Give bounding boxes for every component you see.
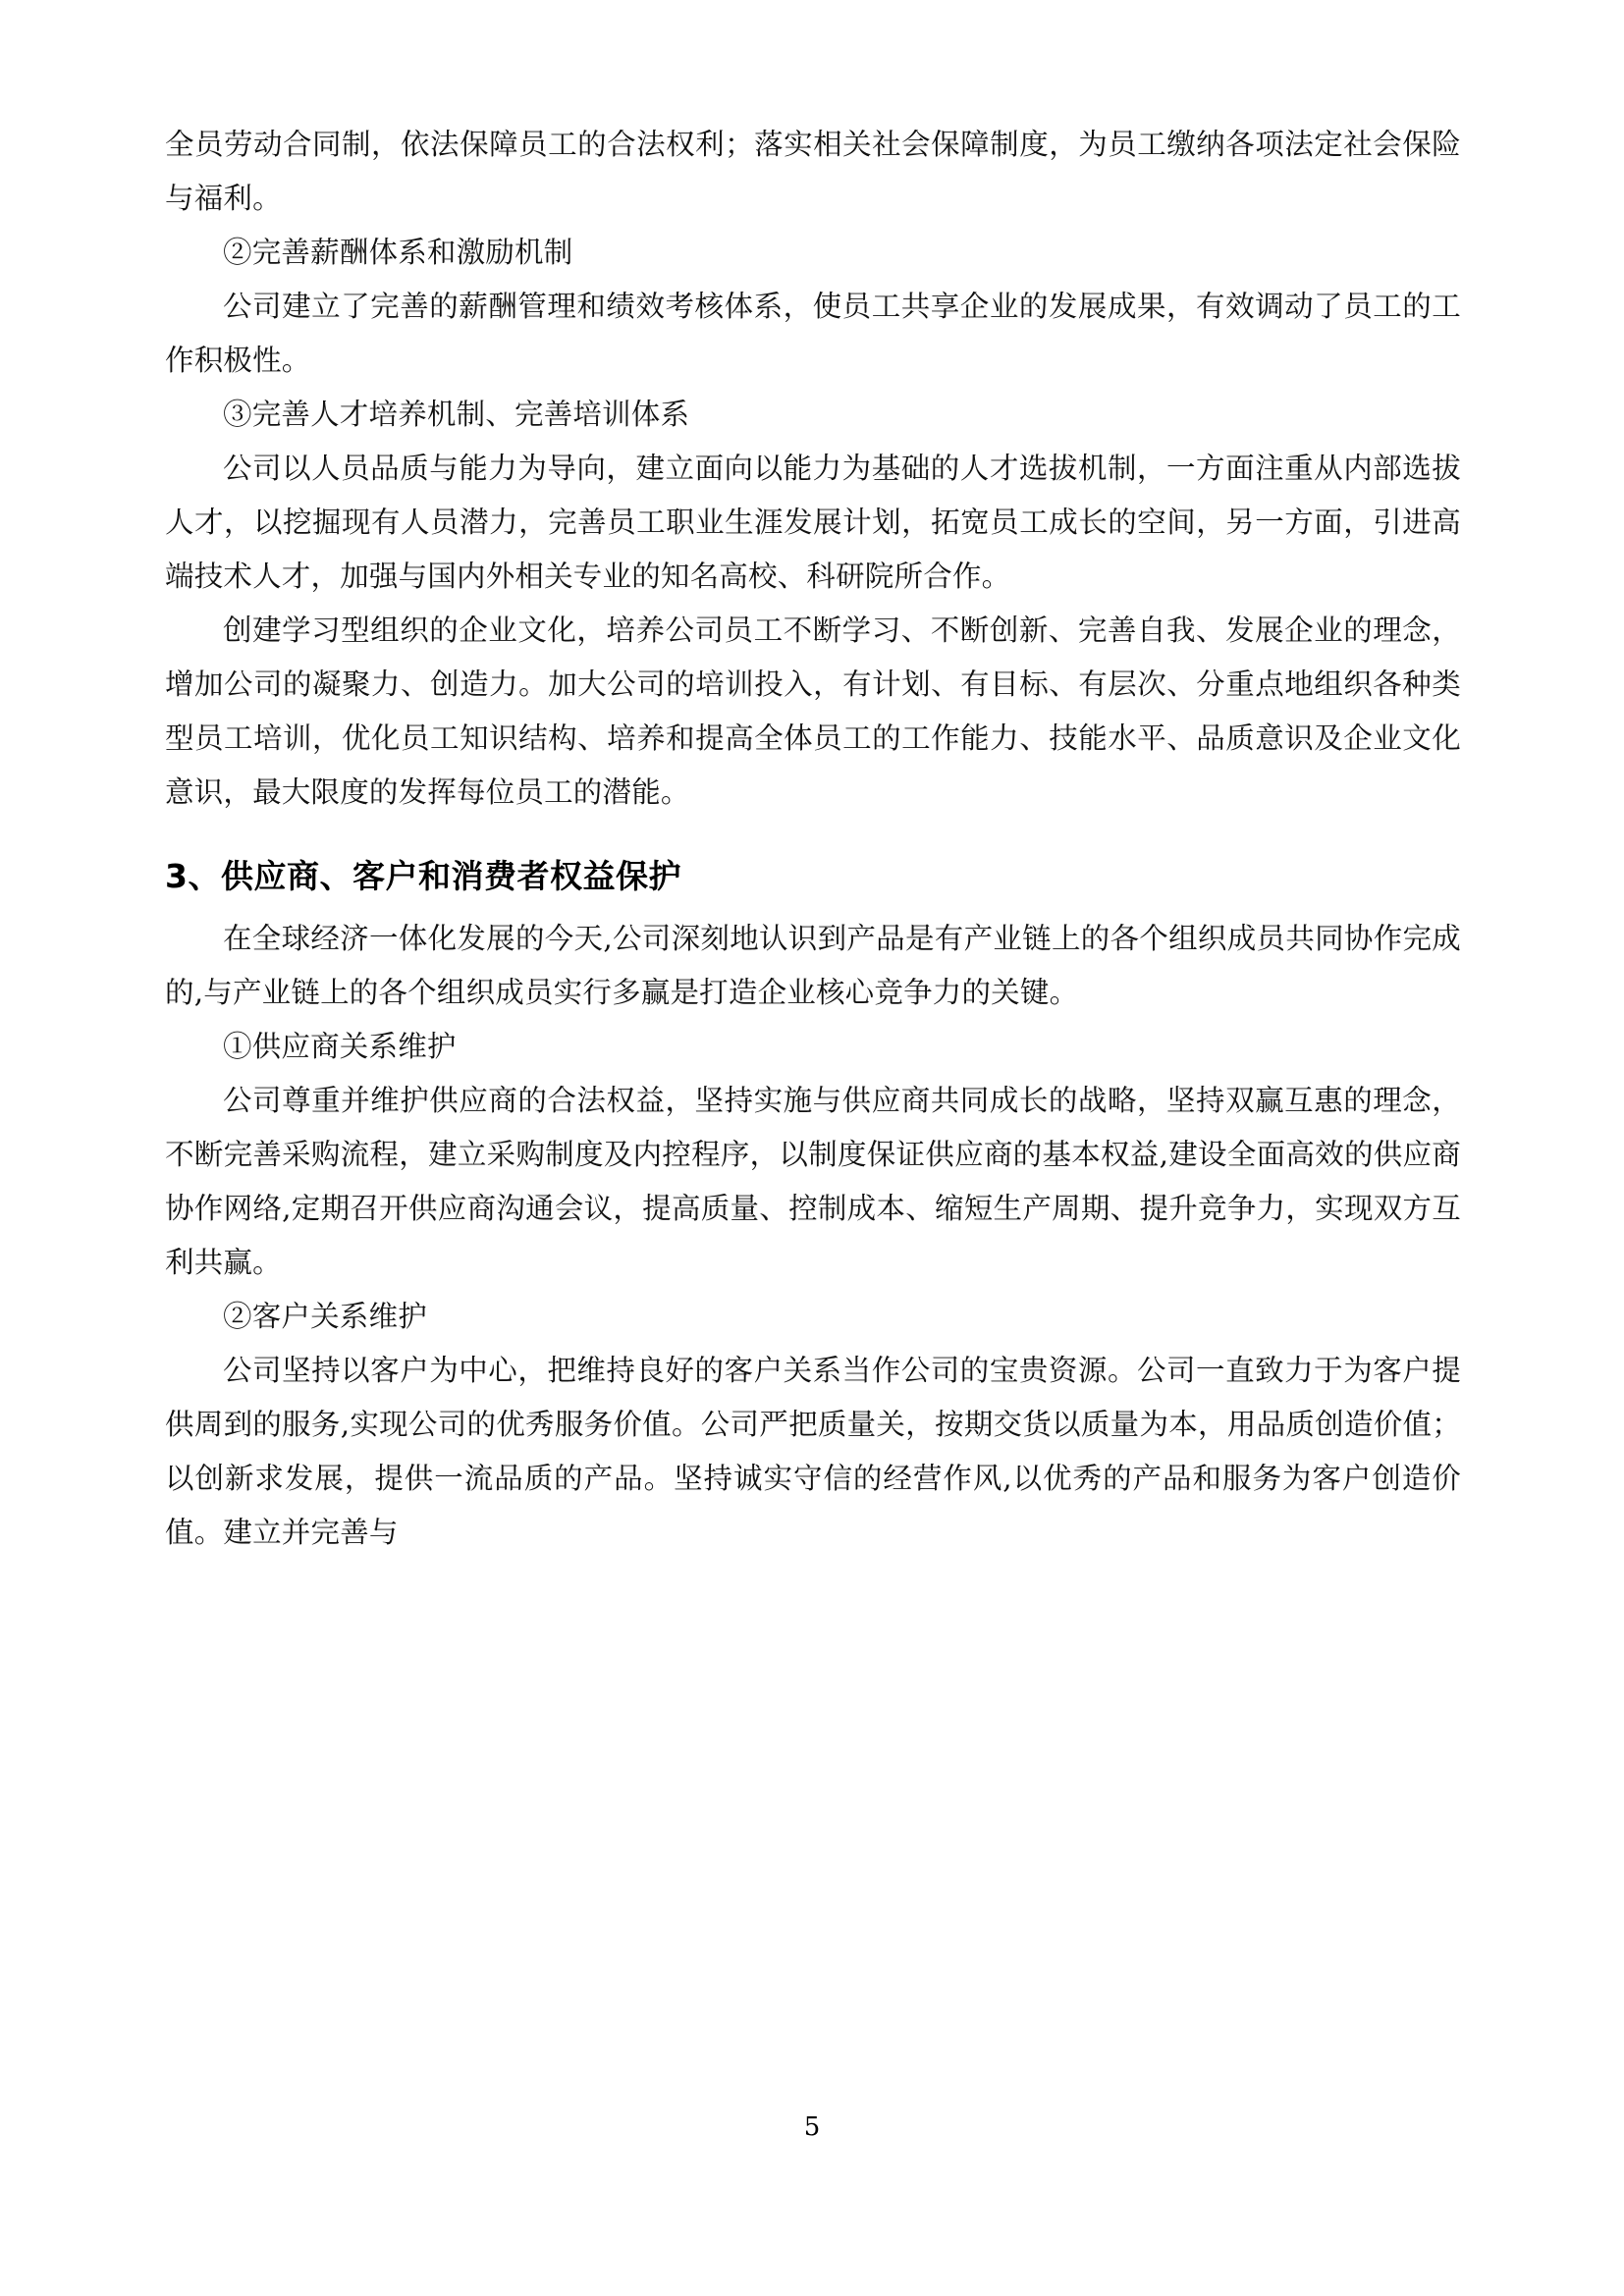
paragraph: 公司尊重并维护供应商的合法权益，坚持实施与供应商共同成长的战略，坚持双赢互惠的理念，不断完善采购流程，建立采购制度及内控程序，以制度保证供应商的基本权益,建设全面高效的供应商协作网络,定期召开供应商沟通会议，提高质量、控制成本、缩短生产周期、提升竞争力，实现双方互利共赢。 (165, 1084, 1461, 1279)
paragraph: 公司以人员品质与能力为导向，建立面向以能力为基础的人才选拔机制，一方面注重从内部选拔人才，以挖掘现有人员潜力，完善员工职业生涯发展计划，拓宽员工成长的空间，另一方面，引进高端技术人才，加强与国内外相关专业的知名高校、科研院所合作。 (165, 452, 1461, 593)
paragraph: 公司坚持以客户为中心，把维持良好的客户关系当作公司的宝贵资源。公司一直致力于为客户提供周到的服务,实现公司的优秀服务价值。公司严把质量关，按期交货以质量为本，用品质创造价值；以创新求发展，提供一流品质的产品。坚持诚实守信的经营作风,以优秀的产品和服务为客户创造价值。建立并完善与 (165, 1354, 1461, 1549)
paragraph: 公司建立了完善的薪酬管理和绩效考核体系，使员工共享企业的发展成果，有效调动了员工的工作积极性。 (165, 290, 1461, 377)
paragraph: 创建学习型组织的企业文化，培养公司员工不断学习、不断创新、完善自我、发展企业的理念，增加公司的凝聚力、创造力。加大公司的培训投入，有计划、有目标、有层次、分重点地组织各种类型员工培训，优化员工知识结构、培养和提高全体员工的工作能力、技能水平、品质意识及企业文化意识，最大限度的发挥每位员工的潜能。 (165, 614, 1461, 809)
paragraph: 在全球经济一体化发展的今天,公司深刻地认识到产品是有产业链上的各个组织成员共同协作完成的,与产业链上的各个组织成员实行多赢是打造企业核心竞争力的关键。 (165, 922, 1461, 1009)
page-number: 5 (803, 2112, 821, 2142)
paragraph: ②完善薪酬体系和激励机制 (223, 236, 573, 269)
paragraph: ③完善人才培养机制、完善培训体系 (223, 398, 690, 431)
paragraph: ②客户关系维护 (223, 1300, 427, 1333)
paragraph: 全员劳动合同制，依法保障员工的合法权利；落实相关社会保障制度，为员工缴纳各项法定社会保险与福利。 (165, 128, 1461, 215)
page-content (165, 118, 1461, 1560)
section-heading: 3、供应商、客户和消费者权益保护 (165, 857, 681, 895)
paragraph: ①供应商关系维护 (223, 1030, 457, 1063)
